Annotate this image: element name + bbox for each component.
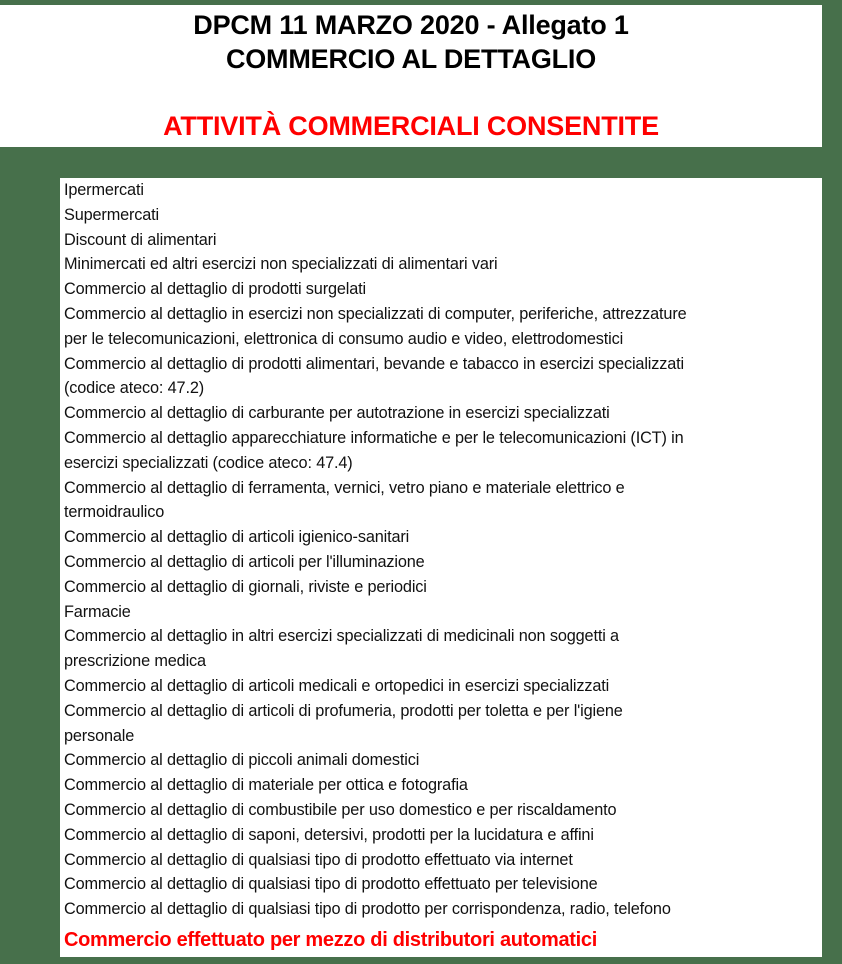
list-item: Ipermercati xyxy=(64,181,144,199)
list-item: Farmacie xyxy=(64,602,131,621)
header-panel xyxy=(0,5,822,147)
list-item: Commercio al dettaglio di qualsiasi tipo di prodotto effettuato via internet xyxy=(64,850,573,869)
list-item: Commercio al dettaglio di materiale per ottica e fotografia xyxy=(64,776,468,795)
title-line-1: DPCM 11 MARZO 2020 - Allegato 1 xyxy=(193,10,629,40)
list-item: Commercio al dettaglio di articoli di profumeria, prodotti per toletta e per l'igiene xyxy=(64,701,623,720)
list-item: Commercio al dettaglio in esercizi non specializzati di computer, periferiche, attrezzature xyxy=(64,304,687,323)
list-item: Commercio al dettaglio di qualsiasi tipo di prodotto effettuato per televisione xyxy=(64,875,598,894)
list-item: Commercio al dettaglio apparecchiature informatiche e per le telecomunicazioni (ICT) in xyxy=(64,428,684,447)
list-item: Commercio al dettaglio di articoli igienico-sanitari xyxy=(64,528,410,547)
list-item: Commercio al dettaglio di qualsiasi tipo di prodotto per corrispondenza, radio, telefono xyxy=(64,900,671,919)
list-item: Commercio al dettaglio di carburante per autotrazione in esercizi specializzati xyxy=(64,404,610,423)
list-item: Commercio al dettaglio di saponi, detersivi, prodotti per la lucidatura e affini xyxy=(64,825,594,844)
list-item: Minimercati ed altri esercizi non specializzati di alimentari vari xyxy=(64,255,498,274)
list-item: Commercio al dettaglio di articoli per l'illuminazione xyxy=(64,552,425,571)
list-item: prescrizione medica xyxy=(64,652,206,671)
list-item: Commercio al dettaglio di giornali, riviste e periodici xyxy=(64,577,427,596)
list-item: per le telecomunicazioni, elettronica di consumo audio e video, elettrodomestici xyxy=(64,329,624,348)
list-item: Commercio al dettaglio in altri esercizi specializzati di medicinali non soggetti a xyxy=(64,627,619,646)
subtitle: ATTIVITÀ COMMERCIALI CONSENTITE xyxy=(163,111,659,141)
activities-panel xyxy=(60,178,822,957)
list-item: Commercio al dettaglio di prodotti surgelati xyxy=(64,280,366,299)
list-item: Commercio al dettaglio di piccoli animali domestici xyxy=(64,751,420,770)
list-item: Commercio al dettaglio di articoli medicali e ortopedici in esercizi specializzati xyxy=(64,676,610,695)
list-item: termoidraulico xyxy=(64,503,165,522)
list-item: Discount di alimentari xyxy=(64,230,217,249)
list-item: Supermercati xyxy=(64,205,160,224)
list-item: personale xyxy=(64,726,135,745)
list-item: Commercio al dettaglio di combustibile per uso domestico e per riscaldamento xyxy=(64,800,617,819)
highlighted-item: Commercio effettuato per mezzo di distributori automatici xyxy=(64,929,597,951)
list-item: Commercio al dettaglio di prodotti alimentari, bevande e tabacco in esercizi specializzati xyxy=(64,354,684,373)
activities-list xyxy=(64,178,687,922)
title-line-2: COMMERCIO AL DETTAGLIO xyxy=(225,44,597,74)
list-item: (codice ateco: 47.2) xyxy=(64,379,204,398)
list-item: Commercio al dettaglio di ferramenta, vernici, vetro piano e materiale elettrico e xyxy=(64,478,625,497)
list-item: esercizi specializzati (codice ateco: 47.4) xyxy=(64,453,353,472)
